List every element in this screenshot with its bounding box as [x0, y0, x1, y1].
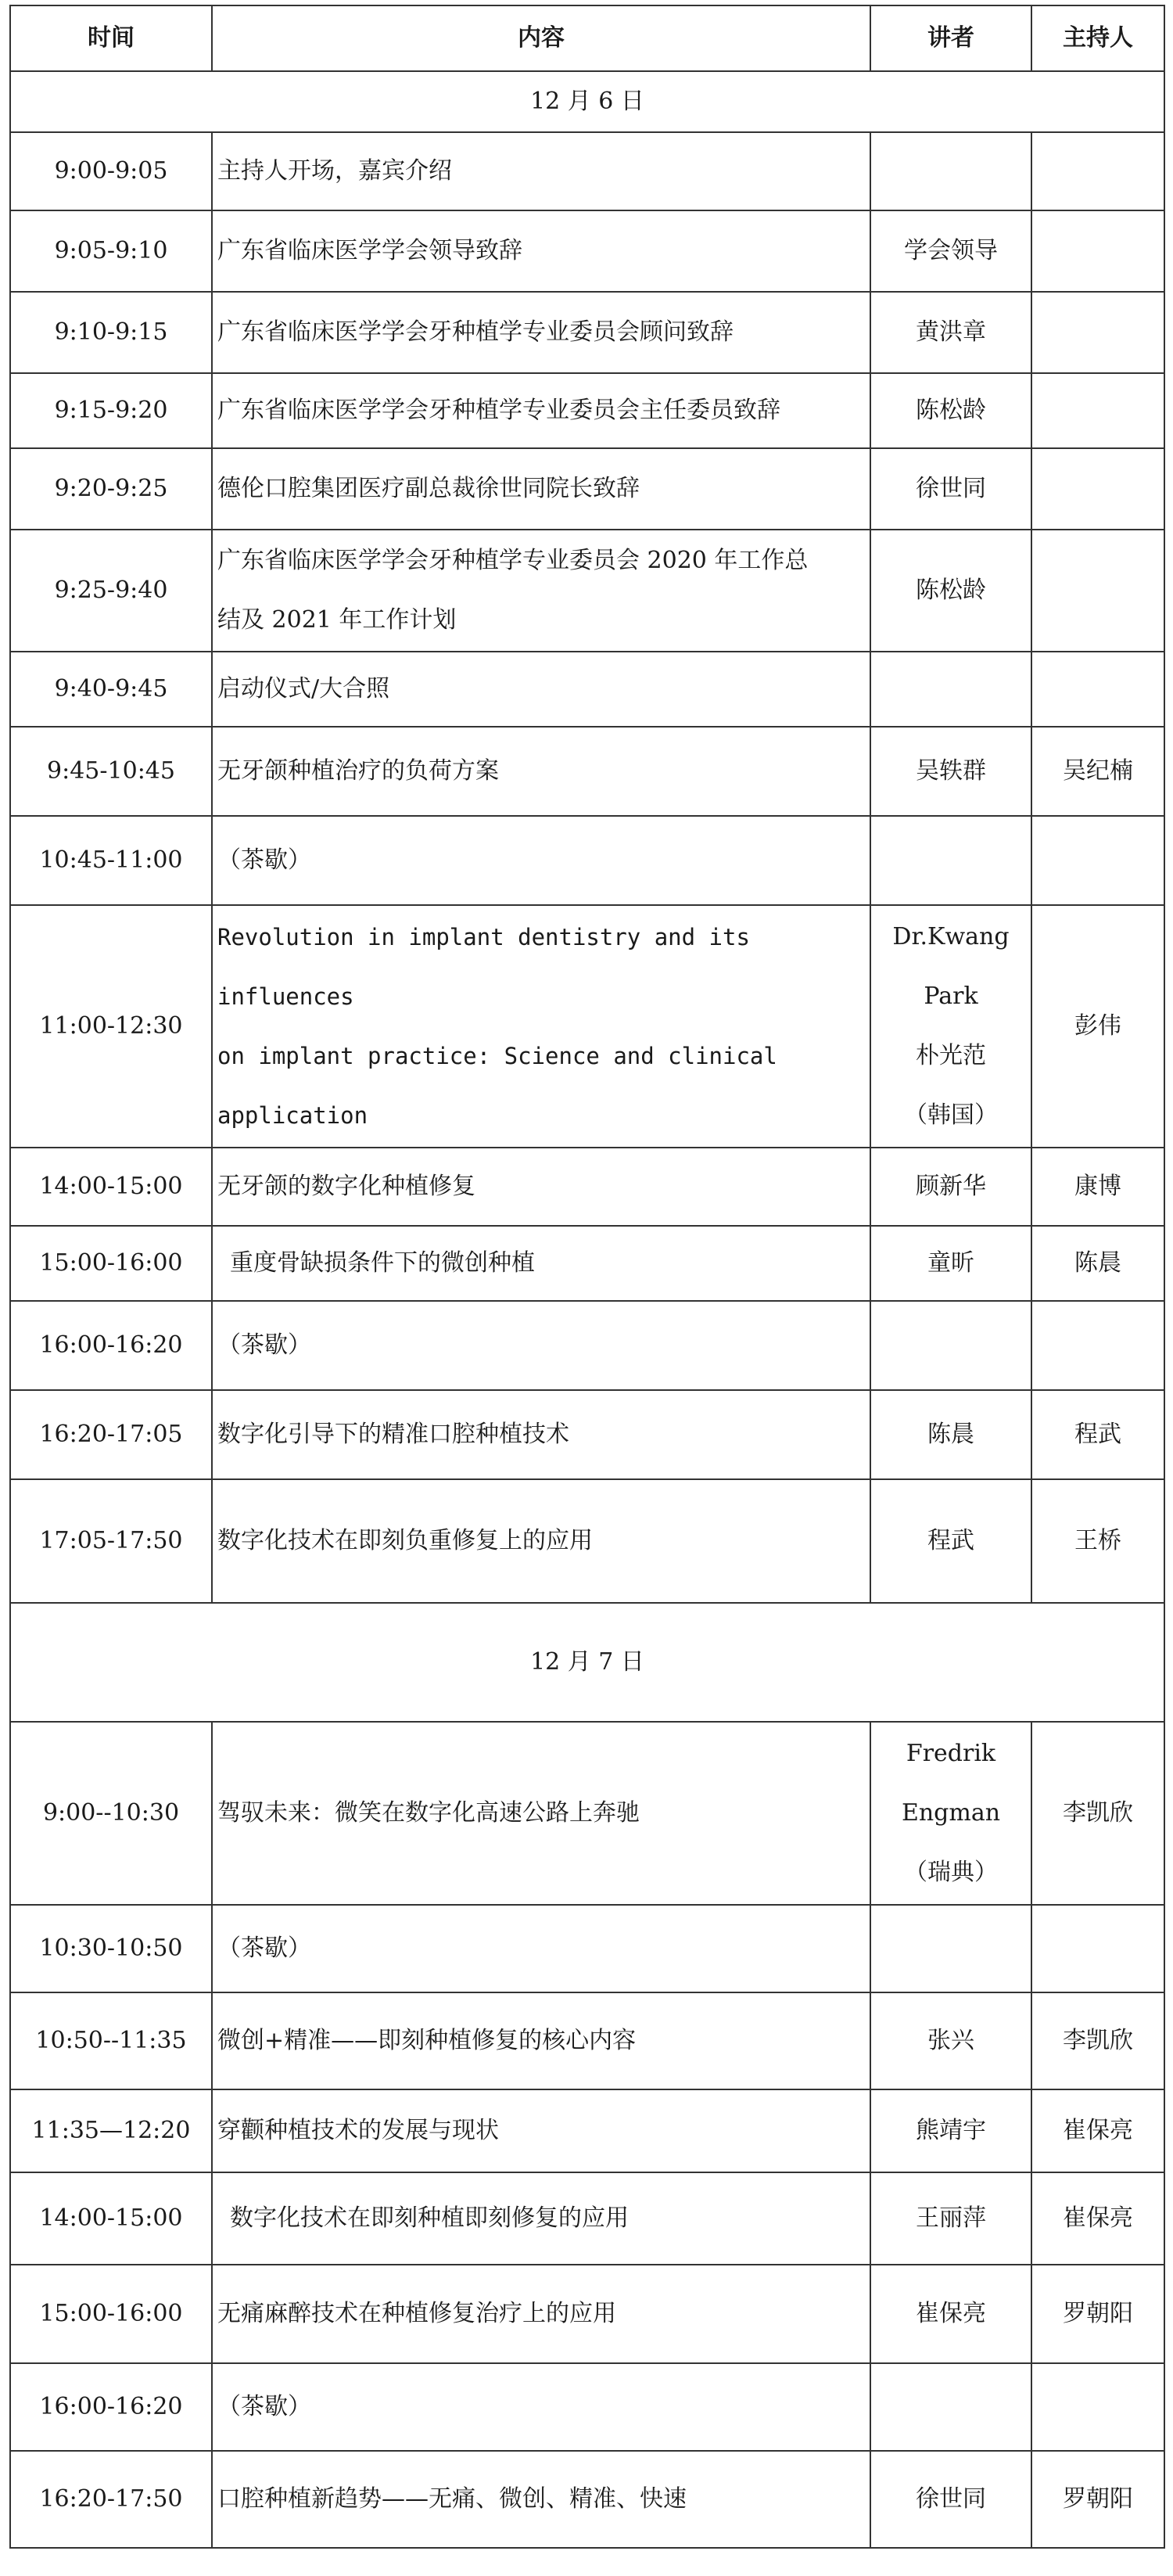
- speaker-cell: [870, 2363, 1031, 2451]
- content-cell-line: 广东省临床医学学会牙种植学专业委员会顾问致辞: [217, 318, 734, 346]
- speaker-cell: [870, 1722, 1031, 1905]
- day-row: [10, 1603, 1164, 1722]
- time-cell: 9:10-9:15: [10, 292, 212, 373]
- speaker-cell-line: 朴光范: [916, 1042, 986, 1069]
- content-cell-line: 无痛麻醉技术在种植修复治疗上的应用: [217, 2300, 616, 2327]
- host-cell: 李凯欣: [1031, 1992, 1164, 2089]
- time-cell: 9:05-9:10: [10, 210, 212, 292]
- content-cell: [212, 652, 870, 727]
- content-cell: [212, 1301, 870, 1390]
- speaker-cell: [870, 132, 1031, 210]
- table-row: [10, 727, 1164, 816]
- time-cell: 9:40-9:45: [10, 652, 212, 727]
- time-cell: 15:00-16:00: [10, 2265, 212, 2363]
- time-cell: 9:20-9:25: [10, 448, 212, 530]
- table-row: [10, 2265, 1164, 2363]
- time-cell: 9:25-9:40: [10, 530, 212, 652]
- table-row: [10, 1479, 1164, 1603]
- speaker-cell-line: Engman: [901, 1799, 1001, 1827]
- content-cell: [212, 727, 870, 816]
- time-cell: 17:05-17:50: [10, 1479, 212, 1603]
- table-row: [10, 2089, 1164, 2172]
- table-row: [10, 210, 1164, 292]
- host-cell: 崔保亮: [1031, 2089, 1164, 2172]
- table-row: [10, 652, 1164, 727]
- speaker-cell-line: 陈松龄: [916, 577, 986, 604]
- content-cell-line: （茶歇）: [217, 2393, 311, 2420]
- content-cell: [212, 2089, 870, 2172]
- content-cell: [212, 373, 870, 448]
- header-speaker: 讲者: [870, 5, 1031, 71]
- content-cell-line: 驾驭未来：微笑在数字化高速公路上奔驰: [217, 1799, 640, 1827]
- host-cell: 程武: [1031, 1390, 1164, 1479]
- speaker-cell: [870, 727, 1031, 816]
- time-cell: 14:00-15:00: [10, 2172, 212, 2265]
- host-cell: [1031, 530, 1164, 652]
- speaker-cell: [870, 1148, 1031, 1226]
- day-label: 12 月 7 日: [10, 1603, 1164, 1722]
- time-cell: 16:00-16:20: [10, 1301, 212, 1390]
- content-cell: [212, 1992, 870, 2089]
- content-cell-line: 微创+精准——即刻种植修复的核心内容: [217, 2027, 637, 2054]
- content-cell: [212, 905, 870, 1148]
- host-cell: [1031, 373, 1164, 448]
- speaker-cell: [870, 373, 1031, 448]
- time-cell: 11:35—12:20: [10, 2089, 212, 2172]
- content-cell-line: （茶歇）: [217, 846, 311, 874]
- speaker-cell-line: （瑞典）: [904, 1859, 998, 1886]
- speaker-cell-line: 熊靖宇: [916, 2117, 986, 2144]
- speaker-cell-line: （韩国）: [904, 1101, 998, 1129]
- speaker-cell-line: 徐世同: [916, 2485, 986, 2513]
- speaker-cell: [870, 1905, 1031, 1992]
- content-cell-line: （茶歇）: [217, 1935, 311, 1962]
- content-cell-line: 启动仪式/大合照: [217, 675, 390, 702]
- table-row: [10, 292, 1164, 373]
- speaker-cell-line: 王丽萍: [916, 2204, 986, 2232]
- content-cell: [212, 1479, 870, 1603]
- content-cell: [212, 2451, 870, 2548]
- host-cell: 崔保亮: [1031, 2172, 1164, 2265]
- speaker-cell-line: 陈松龄: [916, 397, 986, 424]
- time-cell: 10:30-10:50: [10, 1905, 212, 1992]
- host-cell: [1031, 1905, 1164, 1992]
- content-cell: [212, 1390, 870, 1479]
- content-cell-line: 重度骨缺损条件下的微创种植: [230, 1249, 535, 1277]
- content-cell: [212, 2363, 870, 2451]
- table-row: [10, 448, 1164, 530]
- time-cell: 9:45-10:45: [10, 727, 212, 816]
- speaker-cell-line: Dr.Kwang: [892, 923, 1010, 950]
- table-row: [10, 373, 1164, 448]
- speaker-cell-line: Fredrik: [906, 1740, 996, 1767]
- content-cell: [212, 448, 870, 530]
- content-cell: [212, 530, 870, 652]
- content-cell-line: 无牙颌的数字化种植修复: [217, 1173, 475, 1200]
- host-cell: [1031, 816, 1164, 905]
- speaker-cell: [870, 2265, 1031, 2363]
- table-row: [10, 1226, 1164, 1301]
- content-cell-line: 广东省临床医学学会领导致辞: [217, 237, 522, 264]
- speaker-cell-line: 黄洪章: [916, 318, 986, 346]
- speaker-cell-line: 陈晨: [927, 1421, 974, 1448]
- table-row: [10, 530, 1164, 652]
- host-cell: 罗朝阳: [1031, 2451, 1164, 2548]
- content-cell-line: 数字化技术在即刻种植即刻修复的应用: [230, 2204, 629, 2232]
- content-cell-line: （茶歇）: [217, 1331, 311, 1359]
- content-cell-line: 口腔种植新趋势——无痛、微创、精准、快速: [217, 2485, 687, 2513]
- content-cell: [212, 1148, 870, 1226]
- time-cell: 15:00-16:00: [10, 1226, 212, 1301]
- content-cell: [212, 2265, 870, 2363]
- speaker-cell: [870, 292, 1031, 373]
- speaker-cell-line: 学会领导: [904, 237, 998, 264]
- header-time: 时间: [10, 5, 212, 71]
- speaker-cell: [870, 1226, 1031, 1301]
- speaker-cell-line: 吴轶群: [916, 757, 986, 785]
- host-cell: [1031, 132, 1164, 210]
- table-row: [10, 905, 1164, 1148]
- day-row: [10, 71, 1164, 132]
- speaker-cell-line: 程武: [927, 1527, 974, 1554]
- content-cell-line: 结及 2021 年工作计划: [217, 606, 457, 634]
- speaker-cell: [870, 1479, 1031, 1603]
- table-row: [10, 2451, 1164, 2548]
- host-cell: 彭伟: [1031, 905, 1164, 1148]
- content-cell: [212, 132, 870, 210]
- table-row: [10, 1722, 1164, 1905]
- time-cell: 10:50--11:35: [10, 1992, 212, 2089]
- content-cell-line: 主持人开场，嘉宾介绍: [217, 157, 452, 185]
- content-cell: [212, 1905, 870, 1992]
- host-cell: [1031, 652, 1164, 727]
- table-row: [10, 132, 1164, 210]
- content-cell: [212, 210, 870, 292]
- speaker-cell: [870, 1992, 1031, 2089]
- table-row: [10, 816, 1164, 905]
- day-label: 12 月 6 日: [10, 71, 1164, 132]
- content-cell-line: 数字化引导下的精准口腔种植技术: [217, 1421, 569, 1448]
- time-cell: 11:00-12:30: [10, 905, 212, 1148]
- table-row: [10, 1390, 1164, 1479]
- schedule-table: [9, 5, 1165, 2549]
- speaker-cell: [870, 652, 1031, 727]
- host-cell: [1031, 2363, 1164, 2451]
- content-cell-line: 穿颧种植技术的发展与现状: [217, 2117, 499, 2144]
- content-cell: [212, 1226, 870, 1301]
- host-cell: 李凯欣: [1031, 1722, 1164, 1905]
- time-cell: 9:15-9:20: [10, 373, 212, 448]
- schedule-body: [10, 71, 1164, 2548]
- time-cell: 10:45-11:00: [10, 816, 212, 905]
- content-cell: [212, 2172, 870, 2265]
- speaker-cell-line: 崔保亮: [916, 2300, 986, 2327]
- content-cell-line: application: [217, 1102, 368, 1129]
- speaker-cell: [870, 905, 1031, 1148]
- table-row: [10, 1148, 1164, 1226]
- table-row: [10, 2363, 1164, 2451]
- content-cell: [212, 292, 870, 373]
- content-cell-line: 无牙颌种植治疗的负荷方案: [217, 757, 499, 785]
- speaker-cell: [870, 1390, 1031, 1479]
- host-cell: [1031, 448, 1164, 530]
- speaker-cell: [870, 1301, 1031, 1390]
- speaker-cell-line: 徐世同: [916, 475, 986, 502]
- time-cell: 16:00-16:20: [10, 2363, 212, 2451]
- host-cell: [1031, 210, 1164, 292]
- host-cell: [1031, 1301, 1164, 1390]
- host-cell: 王桥: [1031, 1479, 1164, 1603]
- time-cell: 16:20-17:50: [10, 2451, 212, 2548]
- host-cell: 罗朝阳: [1031, 2265, 1164, 2363]
- table-row: [10, 2172, 1164, 2265]
- time-cell: 16:20-17:05: [10, 1390, 212, 1479]
- content-cell-line: Revolution in implant dentistry and its influences: [217, 924, 750, 1010]
- time-cell: 14:00-15:00: [10, 1148, 212, 1226]
- host-cell: 康博: [1031, 1148, 1164, 1226]
- content-cell-line: on implant practice: Science and clinical: [217, 1043, 777, 1069]
- content-cell-line: 德伦口腔集团医疗副总裁徐世同院长致辞: [217, 475, 640, 502]
- speaker-cell: [870, 448, 1031, 530]
- speaker-cell-line: 张兴: [927, 2027, 974, 2054]
- speaker-cell: [870, 816, 1031, 905]
- content-cell: [212, 816, 870, 905]
- speaker-cell: [870, 530, 1031, 652]
- content-cell-line: 广东省临床医学学会牙种植学专业委员会主任委员致辞: [217, 397, 780, 424]
- table-row: [10, 1992, 1164, 2089]
- time-cell: 9:00-9:05: [10, 132, 212, 210]
- speaker-cell: [870, 2172, 1031, 2265]
- header-host: 主持人: [1031, 5, 1164, 71]
- speaker-cell: [870, 210, 1031, 292]
- header-content: 内容: [212, 5, 870, 71]
- host-cell: [1031, 292, 1164, 373]
- header-row: [10, 5, 1164, 71]
- host-cell: 吴纪楠: [1031, 727, 1164, 816]
- content-cell-line: 数字化技术在即刻负重修复上的应用: [217, 1527, 593, 1554]
- host-cell: 陈晨: [1031, 1226, 1164, 1301]
- table-row: [10, 1905, 1164, 1992]
- speaker-cell: [870, 2451, 1031, 2548]
- speaker-cell: [870, 2089, 1031, 2172]
- time-cell: 9:00--10:30: [10, 1722, 212, 1905]
- table-row: [10, 1301, 1164, 1390]
- speaker-cell-line: 童昕: [927, 1249, 974, 1277]
- speaker-cell-line: 顾新华: [916, 1173, 986, 1200]
- speaker-cell-line: Park: [924, 983, 978, 1010]
- content-cell-line: 广东省临床医学学会牙种植学专业委员会 2020 年工作总: [217, 547, 809, 574]
- content-cell: [212, 1722, 870, 1905]
